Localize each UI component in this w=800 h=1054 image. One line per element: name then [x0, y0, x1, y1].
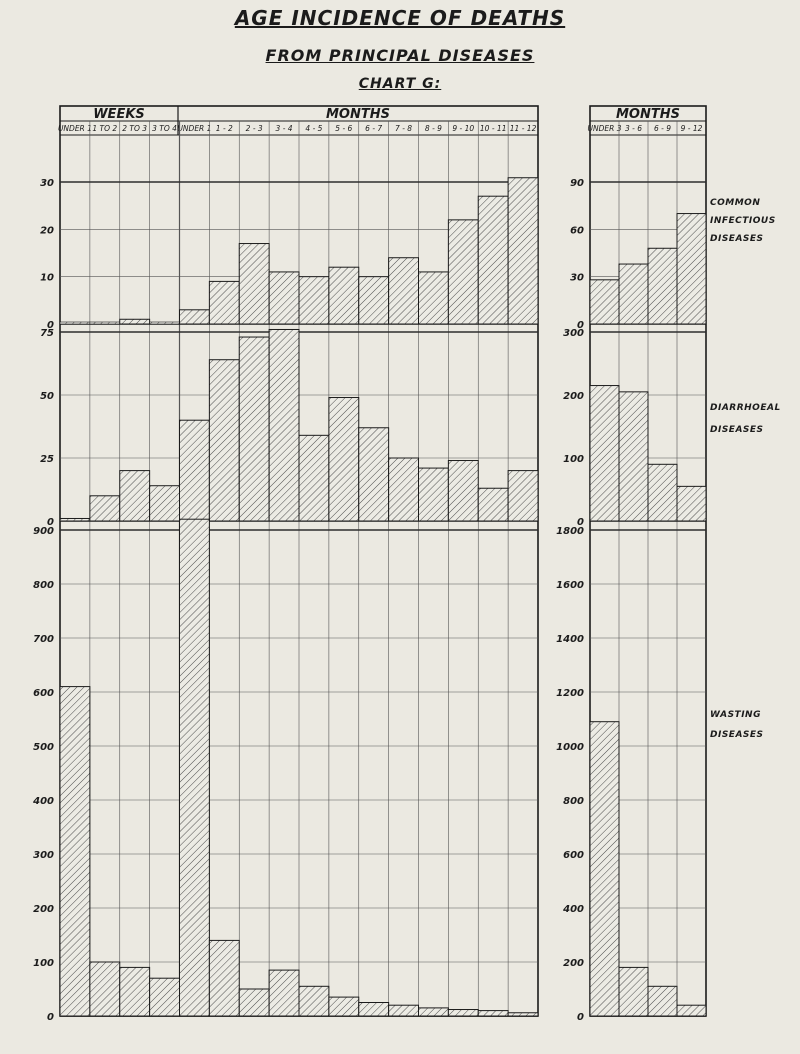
left-bar	[329, 997, 359, 1016]
left-tick-label: 20	[40, 225, 54, 237]
left-bar	[419, 272, 449, 324]
left-tick-label: 0	[47, 517, 54, 528]
right-tick-label: 0	[577, 517, 584, 528]
right-bar	[590, 722, 619, 1016]
left-bar	[269, 970, 299, 1016]
left-bar	[478, 196, 508, 324]
left-bar	[269, 329, 299, 521]
right-bar	[648, 464, 677, 521]
left-bar	[508, 178, 538, 324]
left-bar	[180, 310, 210, 324]
left-bar	[60, 687, 90, 1016]
right-tick-label: 1600	[556, 580, 584, 591]
disease-label: DISEASES	[710, 730, 764, 740]
right-tick-label: 1200	[556, 688, 584, 699]
disease-label: DISEASES	[710, 234, 764, 244]
left-bar	[239, 337, 269, 521]
right-column-label: 3 - 6	[624, 124, 643, 133]
months-header: MONTHS	[326, 107, 390, 122]
left-bar	[299, 986, 329, 1016]
left-column-label: 8 - 9	[424, 124, 442, 133]
right-tick-label: 200	[563, 391, 584, 402]
right-column-label: UNDER 3	[587, 124, 622, 133]
left-bar	[120, 471, 150, 521]
disease-label: DISEASES	[710, 425, 764, 435]
left-bar	[150, 978, 180, 1016]
left-bar	[239, 989, 269, 1016]
left-tick-label: 10	[40, 272, 54, 284]
right-bar	[619, 392, 648, 521]
left-bar	[239, 244, 269, 324]
left-tick-label: 0	[47, 320, 54, 331]
left-bar	[299, 435, 329, 521]
left-column-label: 2 TO 3	[122, 124, 148, 133]
left-bar	[448, 461, 478, 521]
left-bar	[359, 1003, 389, 1017]
right-tick-label: 100	[563, 454, 584, 465]
left-bar	[60, 518, 90, 521]
left-bar	[389, 258, 419, 324]
right-tick-label: 1000	[556, 742, 584, 753]
left-bar	[389, 1005, 419, 1016]
left-bar	[359, 428, 389, 521]
left-column-label: 5 - 6	[335, 124, 353, 133]
left-bar	[90, 496, 120, 521]
left-column-label: 4 - 5	[305, 124, 323, 133]
right-tick-label: 800	[563, 796, 584, 807]
right-bar	[677, 214, 706, 324]
left-tick-label: 0	[47, 1012, 54, 1023]
right-column-label: 9 - 12	[680, 124, 703, 133]
left-bar	[90, 322, 120, 324]
left-bar	[90, 962, 120, 1016]
right-column-label: 6 - 9	[653, 124, 672, 133]
left-bar	[180, 420, 210, 521]
left-tick-label: 400	[33, 796, 54, 807]
right-tick-label: 400	[563, 904, 584, 915]
right-tick-label: 0	[577, 320, 584, 331]
left-column-label: 11 - 12	[509, 124, 537, 133]
left-bar	[60, 322, 90, 324]
right-bar	[677, 486, 706, 521]
left-column-label: 6 - 7	[365, 124, 383, 133]
left-bar	[329, 267, 359, 324]
left-tick-label: 500	[33, 742, 54, 753]
left-column-label: UNDER 1	[177, 124, 212, 133]
left-bar	[120, 319, 150, 324]
right-tick-label: 30	[570, 272, 584, 284]
disease-label: COMMON	[710, 198, 761, 208]
left-bar	[419, 1008, 449, 1016]
chart-title: AGE INCIDENCE OF DEATHS	[234, 6, 566, 30]
left-bar	[209, 360, 239, 521]
right-bar	[677, 1005, 706, 1016]
left-bar	[150, 322, 180, 324]
left-column-label: 3 TO 4	[152, 124, 177, 133]
weeks-header: WEEKS	[93, 107, 145, 122]
right-bar	[619, 967, 648, 1016]
left-bar	[508, 471, 538, 521]
left-tick-label: 50	[40, 391, 54, 402]
left-column-label: UNDER 1	[57, 124, 92, 133]
left-tick-label: 300	[33, 850, 54, 861]
right-tick-label: 300	[563, 328, 584, 339]
chart-subtitle: FROM PRINCIPAL DISEASES	[265, 46, 535, 65]
right-bar	[590, 280, 619, 324]
left-bar	[359, 277, 389, 324]
right-tick-label: 600	[563, 850, 584, 861]
left-bar	[508, 1013, 538, 1016]
left-bar	[448, 1010, 478, 1016]
left-bar	[389, 458, 419, 521]
left-column-label: 2 - 3	[245, 124, 263, 133]
left-tick-label: 800	[33, 580, 54, 591]
right-bar	[619, 264, 648, 324]
left-tick-label: 75	[40, 328, 54, 339]
left-bar	[478, 488, 508, 521]
chart-label: CHART G:	[358, 76, 442, 92]
left-bar	[299, 277, 329, 324]
right-bar	[648, 986, 677, 1016]
left-bar	[209, 940, 239, 1016]
left-tick-label: 25	[40, 454, 54, 465]
left-bar	[209, 281, 239, 324]
left-tick-label: 100	[33, 958, 54, 969]
right-bar	[648, 248, 677, 324]
right-tick-label: 1800	[556, 526, 584, 537]
left-bar	[180, 519, 210, 1016]
right-tick-label: 60	[570, 225, 584, 237]
disease-label: DIARRHOEAL	[710, 403, 781, 413]
right-tick-label: 200	[563, 958, 584, 969]
left-tick-label: 900	[33, 526, 54, 537]
right-tick-label: 90	[570, 178, 584, 189]
right-tick-label: 0	[577, 1012, 584, 1023]
left-column-label: 10 - 11	[479, 124, 507, 133]
left-bar	[448, 220, 478, 324]
right-bar	[590, 386, 619, 521]
left-column-label: 1 TO 2	[92, 124, 118, 133]
left-bar	[419, 468, 449, 521]
left-column-label: 1 - 2	[215, 124, 233, 133]
left-bar	[120, 967, 150, 1016]
left-bar	[269, 272, 299, 324]
left-bar	[329, 398, 359, 521]
right-tick-label: 1400	[556, 634, 584, 645]
left-tick-label: 30	[40, 178, 54, 189]
left-tick-label: 200	[33, 904, 54, 915]
disease-label: INFECTIOUS	[710, 216, 776, 226]
right-months-header: MONTHS	[616, 107, 680, 122]
left-column-label: 7 - 8	[395, 124, 413, 133]
left-bar	[478, 1011, 508, 1016]
left-tick-label: 600	[33, 688, 54, 699]
disease-label: WASTING	[710, 710, 761, 720]
left-tick-label: 700	[33, 634, 54, 645]
left-column-label: 9 - 10	[452, 124, 475, 133]
left-bar	[150, 486, 180, 521]
left-column-label: 3 - 4	[275, 124, 293, 133]
